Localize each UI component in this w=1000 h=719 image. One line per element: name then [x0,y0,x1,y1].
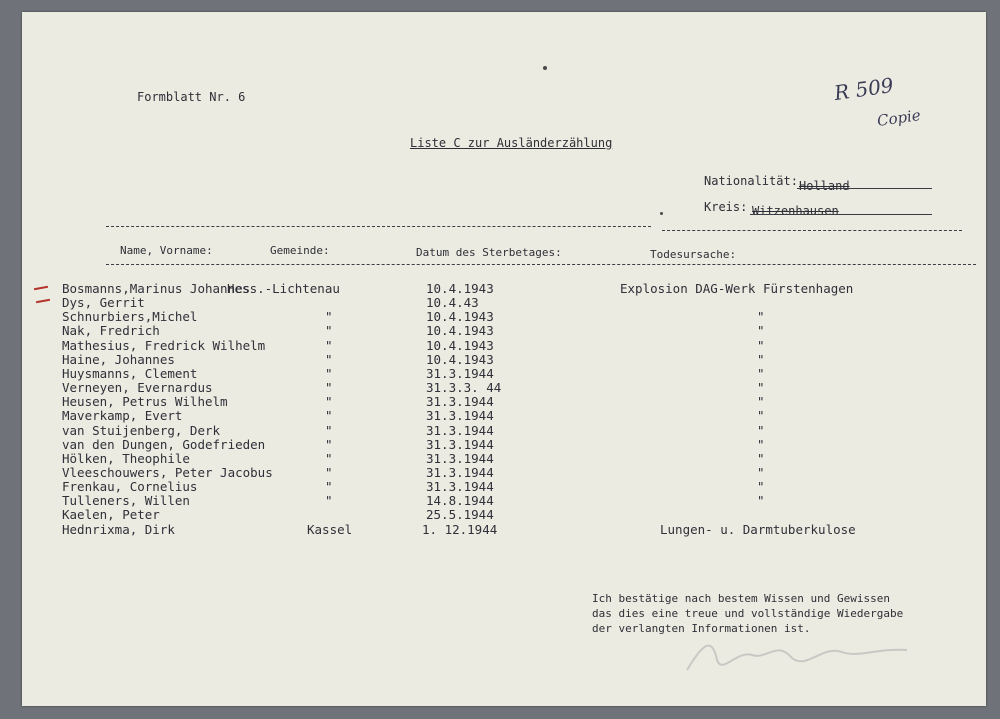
row-cause: " [757,479,765,495]
row-name: Maverkamp, Evert [62,408,183,424]
row-name: Mathesius, Fredrick Wilhelm [62,337,266,353]
row-death-date: 10.4.1943 [426,281,494,296]
row-name: Tulleners, Willen [62,493,190,509]
paper-spot [660,212,663,215]
row-death-date: 31.3.1944 [426,408,494,424]
row-name: Verneyen, Evernardus [62,380,213,396]
confirmation-line-1: Ich bestätige nach bestem Wissen und Gewissen [592,592,891,605]
row-cause: " [757,493,765,509]
confirmation-line-3: der verlangten Informationen ist. [592,622,811,635]
header-death-date: Datum des Sterbetages: [416,246,562,259]
row-death-date: 31.3.1944 [426,394,494,410]
row-municipality: " [325,479,333,495]
row-municipality: Hess.-Lichtenau [227,281,340,296]
district-label: Kreis: [704,200,748,214]
red-check-mark [36,299,50,303]
row-death-date: 10.4.1943 [426,337,494,353]
row-name: Bosmanns,Marinus Johannes [62,281,251,296]
row-municipality: " [325,351,333,367]
row-name: Hednrixma, Dirk [62,521,175,537]
row-cause: " [757,365,765,381]
row-name: Vleeschouwers, Peter Jacobus [62,464,273,480]
row-death-date: 31.3.1944 [426,422,494,438]
row-cause: " [757,464,765,480]
header-rule-top-right [662,230,962,231]
row-cause: " [757,337,765,353]
row-cause: " [757,422,765,438]
signature-image [682,630,912,678]
row-death-date: 10.4.1943 [426,323,494,339]
header-name: Name, Vorname: [120,244,213,257]
row-name: Dys, Gerrit [62,295,145,311]
handwritten-reference: R 509 [832,72,895,106]
nationality-value: Holland [799,179,850,193]
row-name: van den Dungen, Godefrieden [62,436,266,452]
form-label: Formblatt Nr. 6 [137,90,246,104]
row-cause: " [757,436,765,452]
row-death-date: 31.3.1944 [426,436,494,452]
row-name: Haine, Johannes [62,351,175,367]
district-value: Witzenhausen [752,204,839,218]
row-name: Frenkau, Cornelius [62,479,198,495]
page-title: Liste C zur Ausländerzählung [410,136,613,150]
row-name: Heusen, Petrus Wilhelm [62,394,228,410]
row-death-date: 31.3.1944 [426,365,494,381]
row-cause: " [757,351,765,367]
row-municipality: " [325,365,333,381]
row-death-date: 1. 12.1944 [422,521,498,537]
row-death-date: 31.3.3. 44 [426,380,502,396]
row-cause: " [757,380,765,396]
row-death-date: 10.4.43 [426,295,479,311]
row-municipality: " [325,394,333,410]
row-cause: " [757,309,765,325]
row-cause: " [757,394,765,410]
row-municipality: " [325,464,333,480]
row-death-date: 10.4.1943 [426,351,494,367]
row-death-date: 31.3.1944 [426,450,494,466]
row-cause: Explosion DAG-Werk Fürstenhagen [620,281,854,296]
row-death-date: 14.8.1944 [426,493,494,509]
nationality-label: Nationalität: [704,174,798,188]
district-underline [750,214,932,215]
row-name: Kaelen, Peter [62,507,160,523]
confirmation-line-2: das dies eine treue und vollständige Wiedergabe [592,607,904,620]
row-municipality: " [325,323,333,339]
row-death-date: 25.5.1944 [426,507,494,523]
row-cause: " [757,323,765,339]
row-cause: " [757,450,765,466]
document-sheet [22,12,986,706]
row-cause: " [757,408,765,424]
header-cause: Todesursache: [650,248,737,261]
row-municipality: Kassel [307,521,353,537]
row-municipality: " [325,422,333,438]
row-municipality: " [325,380,333,396]
row-municipality: " [325,309,333,325]
row-name: Huysmanns, Clement [62,365,198,381]
paper-spot [543,66,547,70]
row-death-date: 31.3.1944 [426,464,494,480]
row-municipality: " [325,436,333,452]
row-municipality: " [325,450,333,466]
row-name: van Stuijenberg, Derk [62,422,221,438]
row-name: Hölken, Theophile [62,450,190,466]
row-death-date: 31.3.1944 [426,479,494,495]
row-name: Schnurbiers,Michel [62,309,198,325]
handwritten-note: Copie [875,106,922,130]
row-death-date: 10.4.1943 [426,309,494,325]
row-municipality: " [325,408,333,424]
row-cause: Lungen- u. Darmtuberkulose [660,521,856,537]
row-municipality: " [325,493,333,509]
nationality-underline [797,188,932,189]
header-rule-top-left [106,226,651,227]
row-municipality: " [325,337,333,353]
header-rule-bottom [106,264,976,265]
row-name: Nak, Fredrich [62,323,160,339]
red-check-mark [34,286,48,290]
header-municipality: Gemeinde: [270,244,330,257]
